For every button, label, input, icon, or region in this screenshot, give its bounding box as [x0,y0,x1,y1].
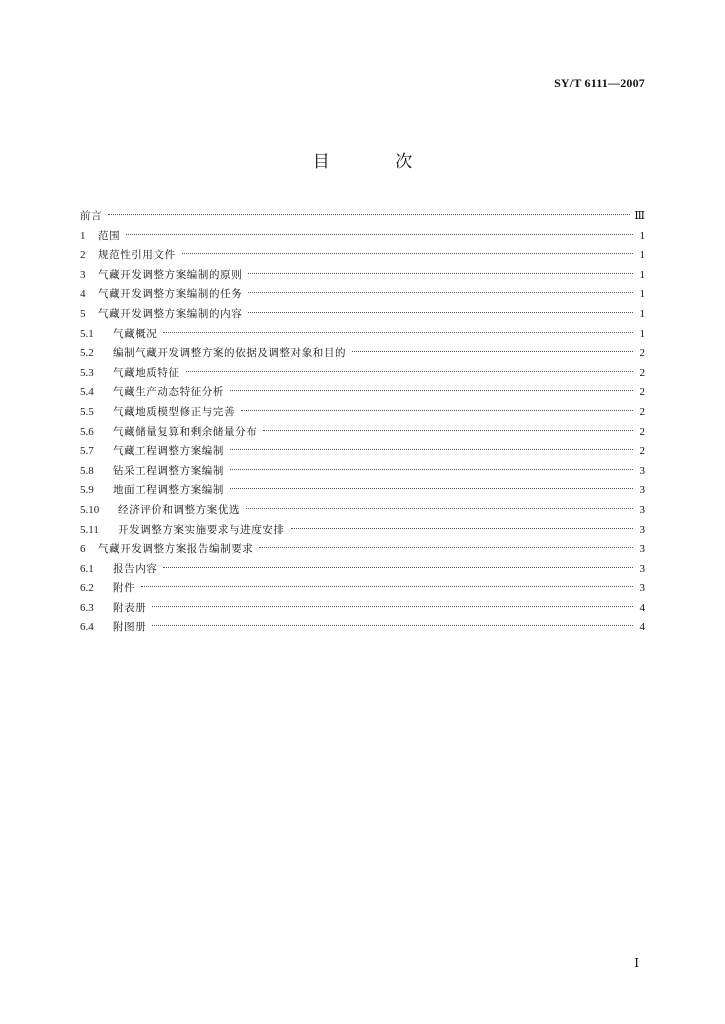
toc-title: 目 次 [312,152,443,172]
dot-leader [230,390,633,391]
toc-entry-page: 3 [639,543,645,556]
toc-entry [80,246,645,266]
toc-entry [80,305,645,325]
toc-entry [80,423,645,443]
toc-entry-title: 附件 [113,582,136,595]
toc-entry [80,442,645,462]
toc-entry-page: 1 [639,288,645,301]
toc-entry-title: 气藏概况 [113,327,158,340]
toc-entry-title: 气藏生产动态特征分析 [113,386,224,399]
toc-entry-title: 气藏开发调整方案报告编制要求 [98,543,254,556]
toc-entry-number: 3 [80,268,86,281]
toc-entry-page: 2 [639,386,645,399]
toc-entry [80,383,645,403]
dot-leader [163,567,633,568]
toc-entry-title: 范围 [98,229,121,242]
toc-entry-number: 6 [80,543,86,556]
toc-entry [80,560,645,580]
dot-leader [230,469,633,470]
toc-entry [80,207,645,227]
toc-entry-page: 1 [639,327,645,340]
toc-entry-number: 5 [80,307,86,320]
dot-leader [230,449,633,450]
toc-entry-number: 5.6 [80,425,94,438]
toc-entry [80,521,645,541]
toc-entry-page: 2 [639,366,645,379]
toc-entry-number: 5.10 [80,503,100,516]
toc-entry-title: 编制气藏开发调整方案的依据及调整对象和目的 [113,347,347,360]
toc-entry-page: 3 [639,503,645,516]
dot-leader [248,312,633,313]
toc-entry-page: 2 [639,425,645,438]
toc-entry-number: 5.7 [80,445,94,458]
page-number: Ⅰ [634,956,639,970]
toc-entry-title: 前言 [80,210,103,222]
dot-leader [246,508,633,509]
toc-entry-title: 气藏开发调整方案编制的原则 [98,268,243,281]
toc-entry-title: 气藏地质模型修正与完善 [113,405,236,418]
dot-leader [108,214,630,215]
toc-entry-number: 5.3 [80,366,94,379]
toc-entry-page: 1 [639,229,645,242]
dot-leader [241,410,633,411]
toc-entry-number: 5.1 [80,327,94,340]
toc-entry-number: 2 [80,249,86,262]
toc-entry-page: 4 [639,621,645,634]
dot-leader [263,430,633,431]
toc-entry-title: 附表册 [113,601,147,614]
dot-leader [186,371,633,372]
toc-entry-page: Ⅲ [634,210,645,222]
standard-code: SY/T 6111—2007 [554,76,645,90]
toc-entry-number: 5.11 [80,523,99,536]
toc-entry-page: 3 [639,464,645,477]
toc-entry-title: 气藏地质特征 [113,366,180,379]
toc-entry [80,462,645,482]
toc-entry-page: 1 [639,249,645,262]
toc-entry [80,579,645,599]
dot-leader [230,488,633,489]
dot-leader [352,351,633,352]
toc-entry-page: 1 [639,307,645,320]
toc-entry-title: 附图册 [113,621,147,634]
toc-entry-number: 6.2 [80,582,94,595]
toc-entry [80,618,645,638]
toc-entry [80,285,645,305]
toc-entry [80,227,645,247]
toc-entry-number: 4 [80,288,86,301]
toc-entry-title: 开发调整方案实施要求与进度安排 [118,523,285,536]
dot-leader [248,273,633,274]
toc-entry [80,501,645,521]
toc-entry-title: 钻采工程调整方案编制 [113,464,224,477]
toc-entry-number: 5.5 [80,405,94,418]
toc-entry [80,540,645,560]
dot-leader [163,332,633,333]
toc-entry-page: 3 [639,562,645,575]
toc-entry [80,325,645,345]
toc-entry-number: 1 [80,229,86,242]
toc-entry-title: 气藏工程调整方案编制 [113,445,224,458]
toc-entry-number: 6.4 [80,621,94,634]
dot-leader [259,547,633,548]
toc-entry [80,599,645,619]
toc-entry [80,344,645,364]
toc-entry-number: 6.1 [80,562,94,575]
toc-entry-page: 3 [639,582,645,595]
toc-entry-title: 气藏开发调整方案编制的内容 [98,307,243,320]
dot-leader [152,625,633,626]
toc-entry-page: 1 [639,268,645,281]
toc-entry-page: 3 [639,523,645,536]
dot-leader [126,234,633,235]
toc-entry-page: 2 [639,445,645,458]
toc-entry [80,266,645,286]
toc-entry-title: 气藏储量复算和剩余储量分布 [113,425,258,438]
toc-entry-title: 报告内容 [113,562,158,575]
toc-entry-number: 5.8 [80,464,94,477]
dot-leader [182,253,633,254]
toc-entry [80,403,645,423]
table-of-contents [80,207,645,638]
toc-entry-title: 规范性引用文件 [98,249,176,262]
toc-entry [80,364,645,384]
dot-leader [291,528,634,529]
dot-leader [141,586,633,587]
toc-entry-number: 5.4 [80,386,94,399]
toc-entry-number: 5.9 [80,484,94,497]
toc-entry-number: 5.2 [80,347,94,360]
toc-entry [80,481,645,501]
toc-entry-title: 经济评价和调整方案优选 [118,503,241,516]
toc-entry-page: 3 [639,484,645,497]
toc-entry-title: 气藏开发调整方案编制的任务 [98,288,243,301]
toc-entry-number: 6.3 [80,601,94,614]
toc-entry-page: 4 [639,601,645,614]
toc-entry-page: 2 [639,347,645,360]
dot-leader [248,292,633,293]
dot-leader [152,606,633,607]
toc-entry-page: 2 [639,405,645,418]
toc-entry-title: 地面工程调整方案编制 [113,484,224,497]
